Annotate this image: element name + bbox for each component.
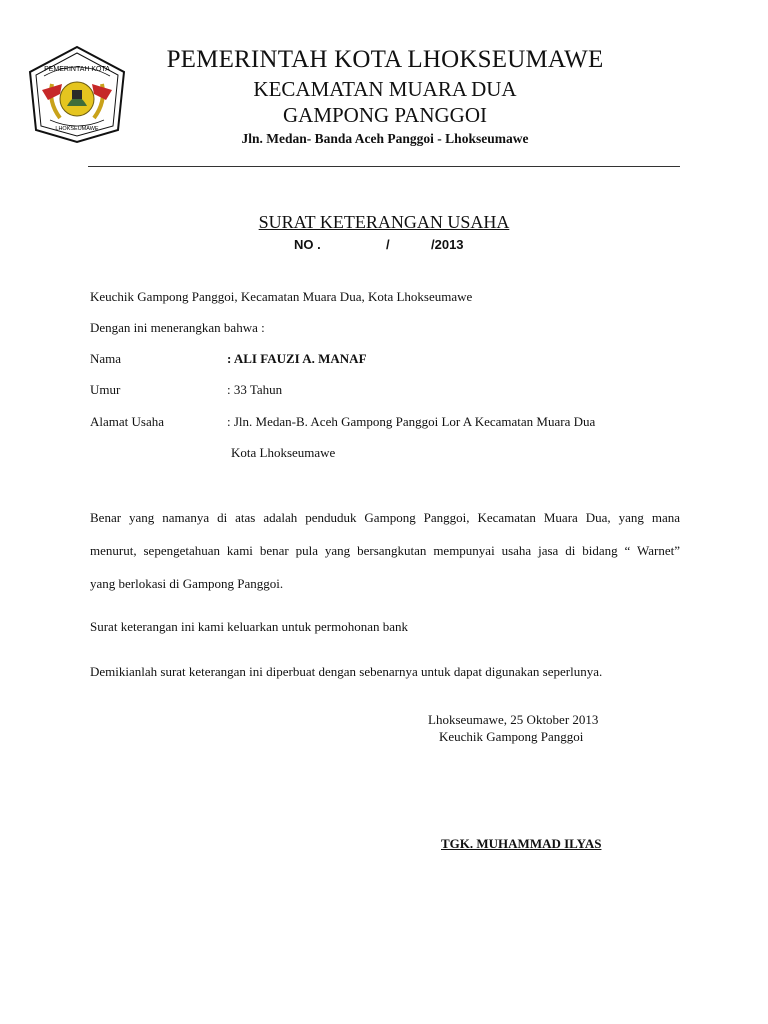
business-address-label: Alamat Usaha — [90, 414, 165, 429]
header-village-name: GAMPONG PANGGOI — [282, 103, 487, 127]
age-label: Umur — [90, 382, 121, 397]
header-address: Jln. Medan- Banda Aceh Panggoi - Lhokseumawe — [241, 131, 529, 146]
intro-line: Keuchik Gampong Panggoi, Kecamatan Muara Dua, Kota Lhokseumawe — [90, 289, 473, 304]
business-address-value-cont: Kota Lhokseumawe — [231, 445, 336, 460]
city-emblem-logo — [22, 44, 132, 144]
declaration-line: Dengan ini menerangkan bahwa : — [90, 320, 265, 335]
header-divider — [88, 166, 680, 167]
age-value: : 33 Tahun — [227, 382, 283, 397]
closing-line: Demikianlah surat keterangan ini diperbuat dengan sebenarnya untuk dapat digunakan seperlunya. — [90, 664, 603, 679]
signature-place-date: Lhokseumawe, 25 Oktober 2013 — [428, 712, 599, 727]
signer-name: TGK. MUHAMMAD ILYAS — [441, 836, 602, 851]
letter-number-separator: / — [386, 237, 390, 252]
letter-title: SURAT KETERANGAN USAHA — [258, 212, 510, 232]
name-value: : ALI FAUZI A. MANAF — [227, 351, 367, 366]
svg-text:PEMERINTAH KOTA: PEMERINTAH KOTA — [44, 66, 110, 73]
letter-number-prefix: NO . — [294, 237, 321, 252]
purpose-line: Surat keterangan ini kami keluarkan untuk permohonan bank — [90, 619, 409, 634]
body-line-2: menurut, sepengetahuan kami benar pula yang bersangkutan mempunyai usaha jasa di bidang “ Warnet” — [90, 543, 680, 558]
header-government-name: PEMERINTAH KOTA LHOKSEUMAWE — [166, 46, 604, 73]
svg-text:LHOKSEUMAWE: LHOKSEUMAWE — [55, 126, 99, 132]
business-address-value: : Jln. Medan-B. Aceh Gampong Panggoi Lor A Kecamatan Muara Dua — [227, 414, 596, 429]
letter-number-year: /2013 — [431, 237, 464, 252]
name-label: Nama — [90, 351, 122, 366]
signature-role: Keuchik Gampong Panggoi — [439, 729, 584, 744]
body-line-1: Benar yang namanya di atas adalah penduduk Gampong Panggoi, Kecamatan Muara Dua, yang mana — [90, 510, 680, 525]
header-district-name: KECAMATAN MUARA DUA — [253, 77, 517, 101]
body-line-3: yang berlokasi di Gampong Panggoi. — [90, 576, 284, 591]
